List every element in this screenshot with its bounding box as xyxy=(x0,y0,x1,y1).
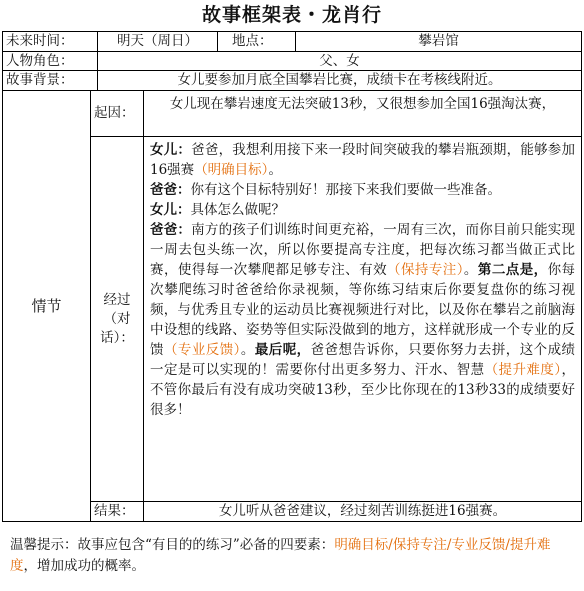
result-label: 结果： xyxy=(90,501,143,521)
background-value: 女儿要参加月底全国攀岩比赛，成绩卡在考核线附近。 xyxy=(97,70,581,90)
dialogue-line-daughter-1 xyxy=(150,140,575,180)
tip-suffix: ，增加成功的概率。 xyxy=(23,558,145,574)
speaker-father: 爸爸： xyxy=(150,182,191,198)
page-title: 故事框架表・龙肖行 xyxy=(201,4,382,26)
dialogue-text: 爸爸，我想利用接下来一段时间突破我的攀岩瓶颈期，能够参加16强赛 xyxy=(150,142,576,178)
dialogue-text: 你有这个目标特别好！那接下来我们要做一些准备。 xyxy=(190,182,501,198)
cause-text: 女儿现在攀岩速度无法突破13秒，又很想参加全国16强淘汰赛， xyxy=(143,90,581,136)
place-value: 攀岩馆 xyxy=(295,32,581,51)
speaker-daughter: 女儿： xyxy=(150,202,191,218)
dialogue-text: ，不管你最后有没有成功突破13秒，至少比你现在的13秒33的成绩要好很多！ xyxy=(150,362,576,418)
place-label: 地点： xyxy=(217,32,295,51)
element-tag-focus: （保持专注） xyxy=(387,262,464,278)
dialogue-line-daughter-2 xyxy=(150,200,575,220)
background-label: 故事背景： xyxy=(3,70,97,90)
element-tag-difficulty: （提升难度） xyxy=(484,362,562,378)
point-two-marker: 第二点是， xyxy=(477,262,548,278)
tip-note xyxy=(2,522,582,588)
speaker-daughter: 女儿： xyxy=(150,142,192,158)
tip-prefix: 温馨提示：故事应包含“有目的的练习”必备的四要素： xyxy=(10,537,335,553)
dialogue-text: 具体怎么做呢？ xyxy=(190,202,285,218)
cause-label: 起因： xyxy=(90,90,143,136)
punctuation: 。 xyxy=(268,162,282,178)
element-tag-feedback: （专业反馈） xyxy=(163,342,241,358)
dialogue-line-father-1 xyxy=(150,180,575,200)
roles-label: 人物角色： xyxy=(3,51,97,70)
speaker-father: 爸爸： xyxy=(150,222,192,238)
punctuation: 。 xyxy=(463,262,478,278)
result-text: 女儿听从爸爸建议，经过刻苦训练挺进16强赛。 xyxy=(143,501,581,521)
time-value: 明天（周日） xyxy=(97,32,217,51)
dialogue-block xyxy=(143,136,581,501)
time-label: 未来时间： xyxy=(6,33,74,49)
dialogue-text: 你每次攀爬练习时爸爸给你录视频，等你练习结束后你要复盘你的练习视频，与优秀且专业的运动员比赛视频进行对比，以及你在攀岩之前脑海中设想的线路、姿势等但实际没做到的地方，这样就形成一个专业的反馈 xyxy=(150,262,576,358)
final-marker: 最后呢， xyxy=(254,342,311,358)
dialogue-text: 爸爸想告诉你，只要你努力去拼，这个成绩一定是可以实现的！需要你付出更多努力、汗水、智慧 xyxy=(150,342,576,378)
dialogue-line-father-2 xyxy=(150,220,575,420)
plot-label: 情节 xyxy=(3,90,90,521)
process-label: 经过（对话）： xyxy=(90,136,143,501)
element-tag-goal: （明确目标） xyxy=(194,162,269,178)
tip-elements: 明确目标/保持专注/专业反馈/提升难度 xyxy=(10,537,551,574)
roles-value: 父、女 xyxy=(97,51,581,70)
story-framework-table xyxy=(2,31,582,522)
dialogue-text: 南方的孩子们训练时间更充裕，一周有三次，而你目前只能实现一周去包头练一次，所以你要提高专注度，把每次练习都当做正式比赛，使得每一次攀爬都足够专注、有效 xyxy=(150,222,576,278)
punctuation: 。 xyxy=(240,342,255,358)
